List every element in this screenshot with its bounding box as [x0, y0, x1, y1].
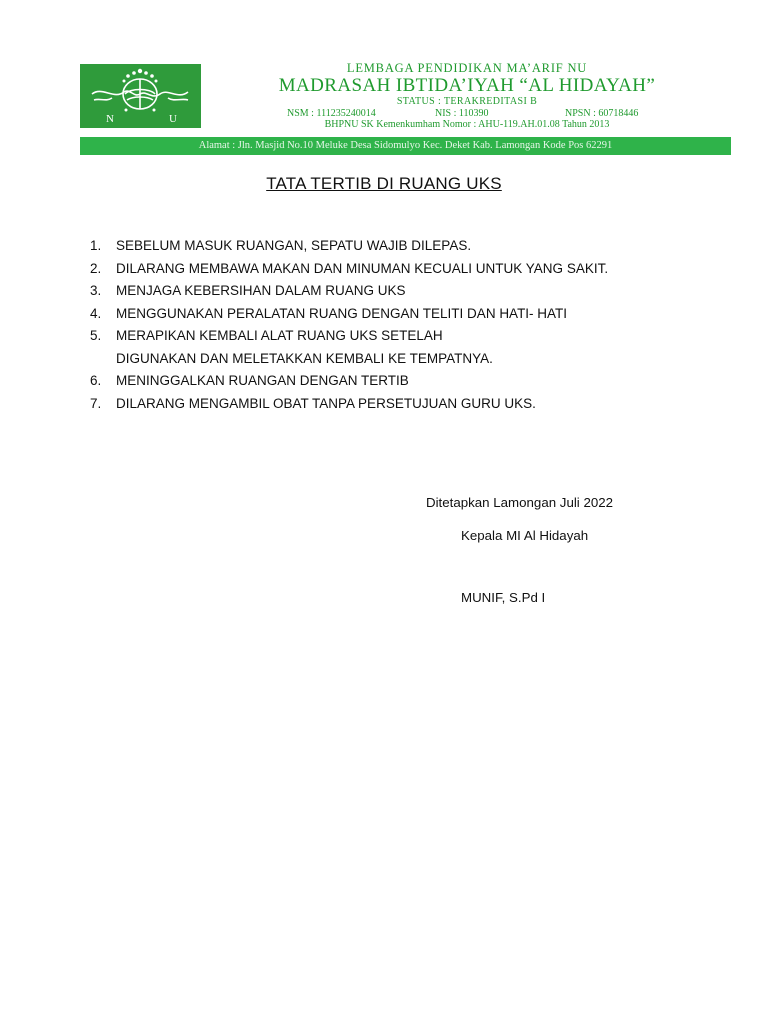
rule-text: MERAPIKAN KEMBALI ALAT RUANG UKS SETELAH — [116, 328, 443, 343]
rule-text: DIGUNAKAN DAN MELETAKKAN KEMBALI KE TEMPATNYA. — [116, 350, 493, 366]
signature-position: Kepala MI Al Hidayah — [461, 528, 589, 543]
rule-item — [90, 328, 730, 351]
rule-text: MENGGUNAKAN PERALATAN RUANG DENGAN TELITI DAN HATI- HATI — [116, 305, 568, 321]
rule-item-continuation — [90, 351, 730, 374]
nu-logo-icon — [80, 64, 201, 128]
accreditation-status: STATUS : TERAKREDITASI B — [396, 96, 538, 107]
rules-list — [90, 238, 730, 418]
rule-item — [90, 396, 730, 419]
logo-letter-u: U — [169, 113, 177, 125]
rule-item — [90, 283, 730, 306]
rule-number: 4. — [90, 305, 102, 321]
school-name: MADRASAH IBTIDA’IYAH “AL HIDAYAH” — [278, 75, 656, 96]
signatory-name: MUNIF, S.Pd I — [461, 590, 546, 605]
signature-place-date: Ditetapkan Lamongan Juli 2022 — [426, 495, 614, 510]
institution-name: LEMBAGA PENDIDIKAN MA’ARIF NU — [346, 61, 588, 75]
rule-number: 1. — [90, 238, 102, 253]
rule-number: 3. — [90, 283, 102, 298]
npsn-number: NPSN : 60718446 — [565, 108, 639, 119]
rule-text: MENINGGALKAN RUANGAN DENGAN TERTIB — [116, 373, 409, 388]
logo-letter-n: N — [106, 113, 114, 125]
rule-item — [90, 261, 730, 284]
page-title: TATA TERTIB DI RUANG UKS — [266, 174, 502, 193]
rule-item — [90, 373, 730, 396]
rule-number: 6. — [90, 373, 102, 388]
nis-number: NIS : 110390 — [435, 108, 489, 119]
rule-number: 7. — [90, 395, 102, 411]
rule-number: 5. — [90, 328, 102, 343]
nsm-number: NSM : 111235240014 — [287, 108, 376, 119]
address-bar: Alamat : Jln. Masjid No.10 Meluke Desa Sidomulyo Kec. Deket Kab. Lamongan Kode Pos 62291 — [80, 137, 731, 155]
bhpnu-decree: BHPNU SK Kemenkumham Nomor : AHU-119.AH.01.08 Tahun 2013 — [324, 119, 610, 130]
rule-text: DILARANG MENGAMBIL OBAT TANPA PERSETUJUAN GURU UKS. — [116, 395, 536, 411]
rule-item — [90, 306, 730, 329]
rule-item — [90, 238, 730, 261]
rule-text: DILARANG MEMBAWA MAKAN DAN MINUMAN KECUALI UNTUK YANG SAKIT. — [116, 260, 609, 276]
rule-text: SEBELUM MASUK RUANGAN, SEPATU WAJIB DILEPAS. — [116, 238, 472, 253]
nu-logo — [80, 64, 201, 128]
rule-text: MENJAGA KEBERSIHAN DALAM RUANG UKS — [116, 283, 406, 298]
rule-number: 2. — [90, 260, 102, 276]
